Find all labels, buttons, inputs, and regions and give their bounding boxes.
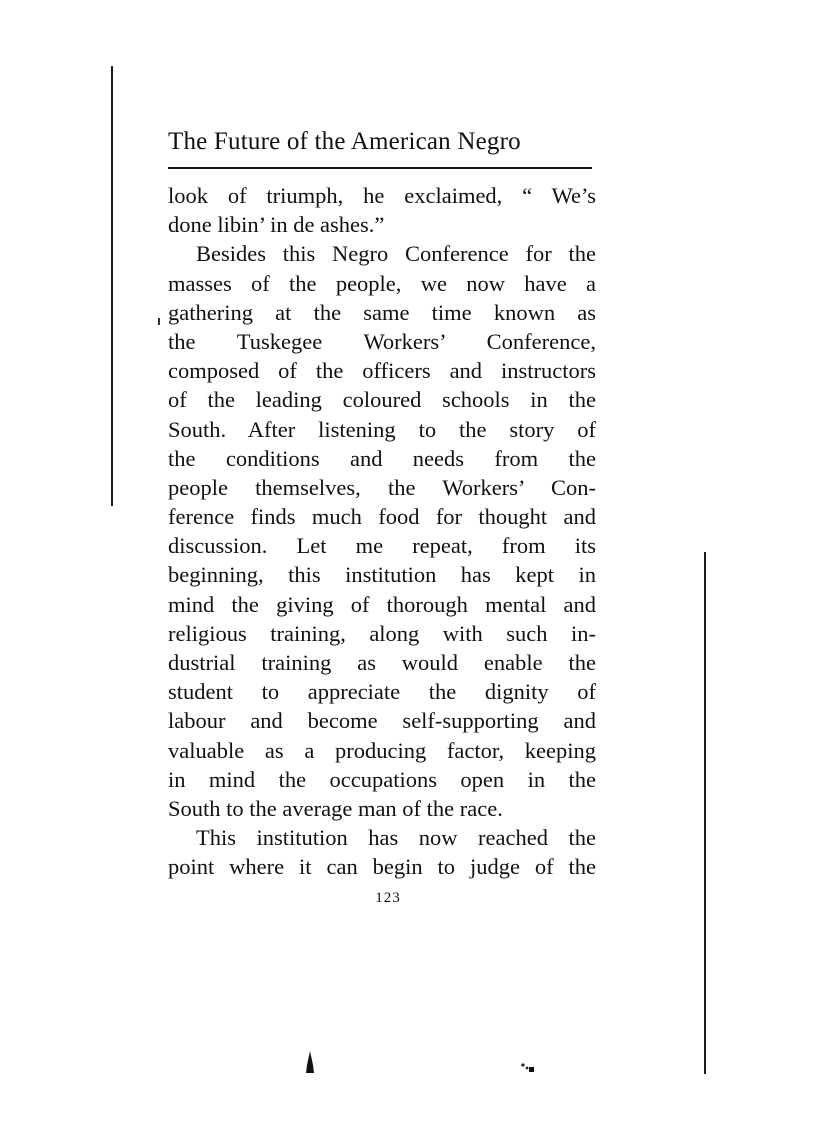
- text-line: look of triumph, he exclaimed, “ We’s: [168, 183, 596, 208]
- margin-mark: [158, 318, 160, 325]
- text-line: This institution has now reached the: [196, 825, 596, 851]
- ink-speck-mark: [521, 1062, 535, 1072]
- text-line: beginning, this institution has kept in: [168, 562, 596, 588]
- text-line: discussion. Let me repeat, from its: [168, 533, 596, 559]
- text-line: valuable as a producing factor, keeping: [168, 737, 596, 763]
- scan-edge-left: [111, 66, 113, 506]
- scan-edge-right: [704, 552, 706, 1074]
- text-line: point where it can begin to judge of the: [168, 854, 596, 880]
- text-line: labour and become self-supporting and: [168, 708, 596, 734]
- text-line: the conditions and needs from the: [168, 445, 596, 471]
- head-rule: [168, 167, 592, 169]
- text-line: composed of the officers and instructors: [168, 358, 596, 384]
- page-number: 123: [375, 890, 401, 906]
- text-line: mind the giving of thorough mental and: [168, 591, 596, 617]
- text-line: the Tuskegee Workers’ Conference,: [168, 328, 596, 354]
- text-line: South to the average man of the race.: [168, 795, 503, 821]
- text-line: religious training, along with such in-: [168, 620, 596, 646]
- text-line: dustrial training as would enable the: [168, 650, 596, 675]
- text-line: people themselves, the Workers’ Con-: [168, 474, 596, 500]
- text-line: done libin’ in de ashes.”: [168, 212, 385, 238]
- running-head: The Future of the American Negro: [168, 128, 521, 155]
- ink-blot-mark: [306, 1051, 314, 1073]
- text-line: student to appreciate the dignity of: [168, 679, 596, 705]
- text-line: ference finds much food for thought and: [168, 504, 596, 530]
- text-line: in mind the occupations open in the: [168, 766, 596, 792]
- text-line: gathering at the same time known as: [168, 299, 596, 325]
- text-line: South. After listening to the story of: [168, 416, 596, 442]
- body-text: [168, 181, 596, 882]
- text-line: Besides this Negro Conference for the: [196, 241, 596, 267]
- text-line: masses of the people, we now have a: [168, 270, 596, 296]
- text-line: of the leading coloured schools in the: [168, 387, 596, 413]
